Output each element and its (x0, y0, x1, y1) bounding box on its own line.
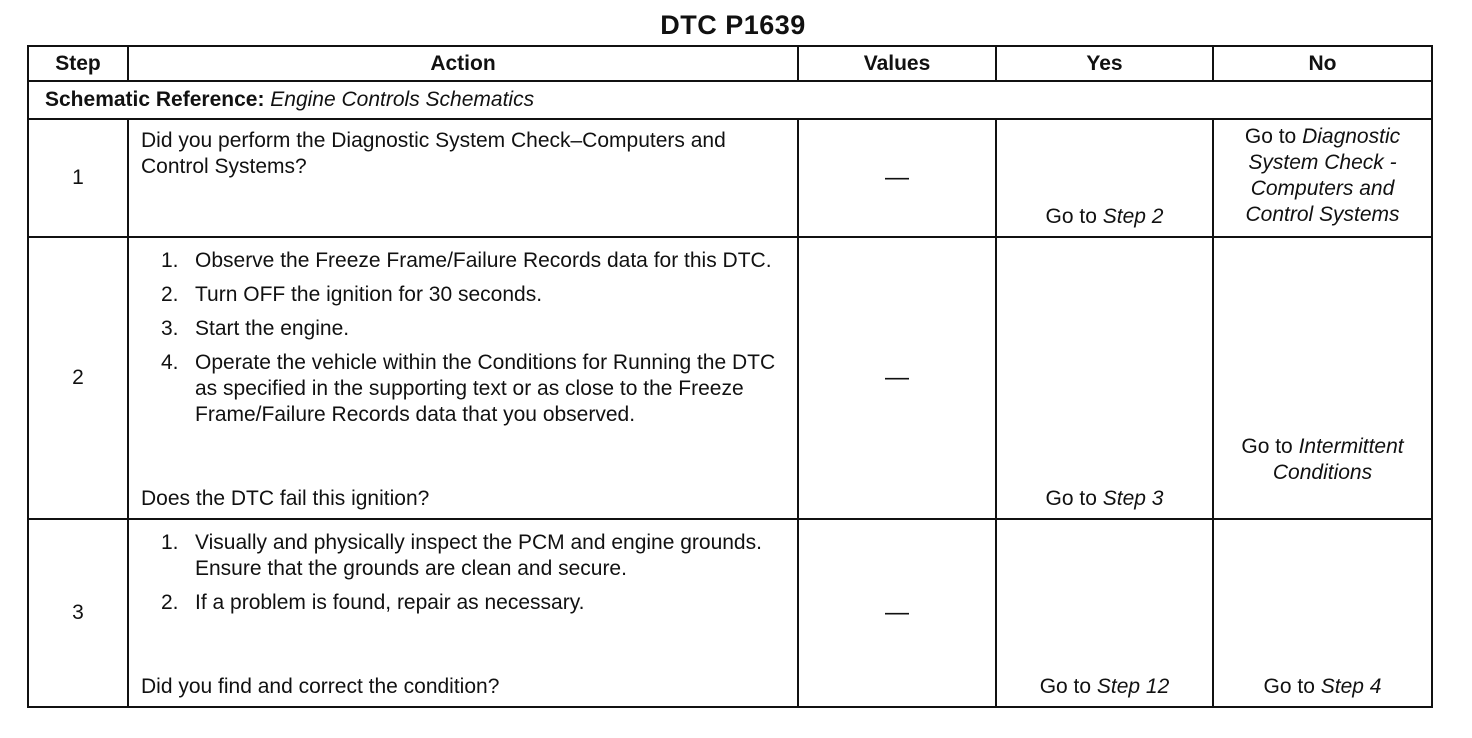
table-row (28, 119, 1432, 237)
no-text (1214, 674, 1431, 700)
action-list (141, 248, 785, 428)
schematic-row (28, 81, 1432, 119)
no-cell (1213, 237, 1432, 519)
yes-ref: Step 2 (1102, 205, 1164, 228)
no-cell (1213, 119, 1432, 237)
step-number: 1 (28, 119, 128, 237)
schematic-reference (28, 81, 1432, 119)
step-number: 3 (28, 519, 128, 707)
yes-ref: Step 12 (1096, 675, 1170, 698)
header-values: Values (798, 46, 996, 81)
list-item: 4. Operate the vehicle within the Conditions for Running the DTC as specified in the supporting text or as close to the Freeze Frame/Failure Records data that you observed. (161, 351, 776, 426)
action-question: Does the DTC fail this ignition? (141, 487, 430, 510)
no-ref: Diagnostic System Check - Computers and Control Systems (1245, 125, 1401, 226)
list-item: 1. Visually and physically inspect the PCM and engine grounds. Ensure that the grounds are clean and secure. (161, 531, 762, 580)
no-text (1214, 434, 1431, 486)
values-cell: — (798, 519, 996, 707)
header-step: Step (28, 46, 128, 81)
table-row (28, 519, 1432, 707)
action-question: Did you find and correct the condition? (141, 675, 500, 698)
yes-prefix: Go to (1045, 487, 1103, 510)
action-cell (128, 237, 798, 519)
no-ref: Step 4 (1320, 675, 1382, 698)
schematic-value: Engine Controls Schematics (270, 88, 535, 111)
header-yes: Yes (996, 46, 1213, 81)
yes-ref: Step 3 (1102, 487, 1164, 510)
yes-text (997, 486, 1212, 512)
list-item: 2. If a problem is found, repair as necessary. (161, 591, 585, 614)
list-item: 1. Observe the Freeze Frame/Failure Records data for this DTC. (161, 249, 772, 272)
yes-prefix: Go to (1039, 675, 1097, 698)
diagnostic-table (27, 45, 1433, 708)
yes-cell (996, 519, 1213, 707)
list-item: 2. Turn OFF the ignition for 30 seconds. (161, 283, 543, 306)
step-number: 2 (28, 237, 128, 519)
no-prefix: Go to (1241, 435, 1299, 458)
schematic-label: Schematic Reference: (45, 88, 265, 111)
table-row (28, 237, 1432, 519)
action-list (141, 530, 785, 616)
header-row (28, 46, 1432, 81)
no-text (1214, 124, 1431, 228)
yes-cell (996, 119, 1213, 237)
action-cell (128, 119, 798, 237)
values-cell: — (798, 119, 996, 237)
header-no: No (1213, 46, 1432, 81)
no-cell (1213, 519, 1432, 707)
no-ref: Intermittent Conditions (1272, 435, 1404, 484)
yes-text (997, 204, 1212, 230)
no-prefix: Go to (1244, 125, 1303, 148)
yes-cell (996, 237, 1213, 519)
action-cell (128, 519, 798, 707)
yes-prefix: Go to (1045, 205, 1103, 228)
header-action: Action (128, 46, 798, 81)
yes-text (997, 674, 1212, 700)
action-text: Did you perform the Diagnostic System Check–Computers and Control Systems? (141, 129, 726, 178)
no-prefix: Go to (1263, 675, 1321, 698)
list-item: 3. Start the engine. (161, 317, 350, 340)
values-cell: — (798, 237, 996, 519)
page-title: DTC P1639 (660, 10, 806, 40)
